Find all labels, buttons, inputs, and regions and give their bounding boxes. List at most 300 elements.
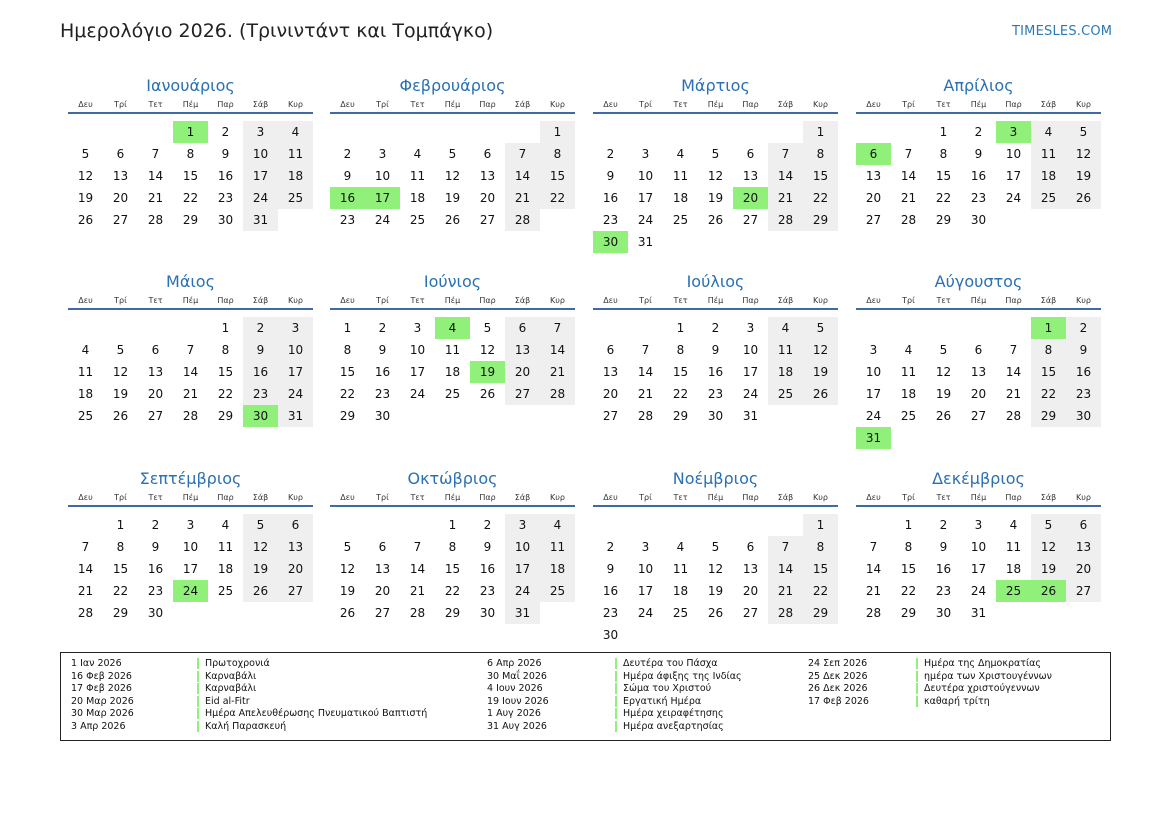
day-cell: 4 — [413, 147, 422, 161]
day-cell: 2 — [378, 321, 387, 335]
day-cell: 29 — [217, 409, 234, 423]
holiday-day: 1 — [1031, 317, 1066, 339]
day-cell: 16 — [1066, 361, 1101, 383]
day-cell: 23 — [602, 606, 619, 620]
day-cell: 16 — [374, 365, 391, 379]
day-cell: 26 — [339, 606, 356, 620]
legend-holiday-name: Ημέρα ανεξαρτησίας — [615, 721, 724, 732]
weekday-label: Κυρ — [1076, 296, 1091, 305]
day-cell: 26 — [935, 409, 952, 423]
day-cell: 1 — [803, 514, 838, 536]
day-cell: 28 — [900, 213, 917, 227]
day-cell: 29 — [339, 409, 356, 423]
day-cell: 28 — [540, 383, 575, 405]
legend-holiday-name: Καλή Παρασκευή — [197, 721, 286, 732]
weekday-label: Δευ — [78, 493, 93, 502]
weekday-label: Κυρ — [813, 296, 828, 305]
month-title: Ιούνιος — [423, 272, 482, 291]
day-cell: 20 — [742, 584, 759, 598]
day-cell: 30 — [707, 409, 724, 423]
day-cell: 18 — [409, 191, 426, 205]
day-cell: 6 — [746, 540, 755, 554]
day-cell: 23 — [339, 213, 356, 227]
day-cell: 1 — [343, 321, 352, 335]
day-cell: 21 — [865, 584, 882, 598]
day-cell: 4 — [221, 518, 230, 532]
day-cell: 29 — [444, 606, 461, 620]
day-cell: 28 — [1005, 409, 1022, 423]
day-cell: 8 — [186, 147, 195, 161]
day-cell: 17 — [970, 562, 987, 576]
day-cell: 25 — [77, 409, 94, 423]
day-cell: 12 — [707, 169, 724, 183]
day-cell: 12 — [803, 339, 838, 361]
day-cell: 14 — [505, 165, 540, 187]
day-cell: 26 — [707, 213, 724, 227]
day-cell: 28 — [768, 209, 803, 231]
day-cell: 19 — [803, 361, 838, 383]
day-cell: 21 — [768, 580, 803, 602]
day-cell: 7 — [1009, 343, 1018, 357]
day-cell: 28 — [865, 606, 882, 620]
weekday-label: Σάβ — [514, 296, 531, 305]
month-title: Ιούλιος — [686, 272, 745, 291]
weekday-label: Παρ — [479, 100, 496, 109]
day-cell: 13 — [602, 365, 619, 379]
day-cell: 9 — [711, 343, 720, 357]
day-cell: 19 — [707, 191, 724, 205]
day-cell: 5 — [711, 147, 720, 161]
day-cell: 6 — [151, 343, 160, 357]
day-cell: 2 — [974, 125, 983, 139]
day-cell: 25 — [1031, 187, 1066, 209]
day-cell: 26 — [1066, 187, 1101, 209]
day-cell: 26 — [112, 409, 129, 423]
legend-date: 20 Μαρ 2026 — [71, 695, 134, 707]
day-cell: 20 — [970, 387, 987, 401]
day-cell: 15 — [217, 365, 234, 379]
weekday-label: Δευ — [340, 296, 355, 305]
day-cell: 4 — [278, 121, 313, 143]
day-cell: 21 — [182, 387, 199, 401]
day-cell: 19 — [707, 584, 724, 598]
day-cell: 18 — [672, 191, 689, 205]
day-cell: 18 — [768, 361, 803, 383]
weekday-label: Σάβ — [514, 100, 531, 109]
day-cell: 12 — [77, 169, 94, 183]
legend-date: 25 Δεκ 2026 — [808, 670, 868, 682]
day-cell: 21 — [540, 361, 575, 383]
day-cell: 8 — [1031, 339, 1066, 361]
day-cell: 28 — [505, 209, 540, 231]
day-cell: 8 — [448, 540, 457, 554]
day-cell: 16 — [147, 562, 164, 576]
day-cell: 10 — [374, 169, 391, 183]
legend-holiday-name: Ημέρα Απελευθέρωσης Πνευματικού Βαπτιστή — [197, 708, 427, 719]
header-rule — [856, 112, 1101, 114]
day-cell: 14 — [540, 339, 575, 361]
day-cell: 22 — [217, 387, 234, 401]
day-cell: 1 — [448, 518, 457, 532]
day-cell: 29 — [1031, 405, 1066, 427]
day-cell: 11 — [217, 540, 234, 554]
day-cell: 11 — [540, 536, 575, 558]
legend-holiday-name: Ημέρα της Δημοκρατίας — [916, 658, 1041, 669]
day-cell: 4 — [768, 317, 803, 339]
day-cell: 21 — [900, 191, 917, 205]
day-cell: 23 — [147, 584, 164, 598]
month-title: Σεπτέμβριος — [139, 469, 242, 488]
day-cell: 15 — [672, 365, 689, 379]
day-cell: 3 — [974, 518, 983, 532]
weekday-label: Παρ — [217, 100, 234, 109]
day-cell: 9 — [606, 562, 615, 576]
weekday-label: Δευ — [603, 296, 618, 305]
day-cell: 22 — [339, 387, 356, 401]
weekday-label: Τρί — [376, 296, 389, 305]
day-cell: 2 — [939, 518, 948, 532]
day-cell: 18 — [77, 387, 94, 401]
weekday-label: Δευ — [340, 100, 355, 109]
legend-date: 17 Φεβ 2026 — [71, 683, 132, 695]
day-cell: 26 — [77, 213, 94, 227]
day-cell: 2 — [243, 317, 278, 339]
day-cell: 29 — [182, 213, 199, 227]
weekday-label: Σάβ — [777, 296, 794, 305]
header-rule — [856, 505, 1101, 507]
day-cell: 26 — [444, 213, 461, 227]
day-cell: 25 — [409, 213, 426, 227]
day-cell: 31 — [278, 405, 313, 427]
legend-date: 1 Αυγ 2026 — [487, 708, 541, 720]
day-cell: 5 — [1031, 514, 1066, 536]
day-cell: 15 — [1031, 361, 1066, 383]
weekday-label: Κυρ — [288, 296, 303, 305]
weekday-label: Πέμ — [970, 296, 987, 305]
day-cell: 20 — [479, 191, 496, 205]
day-cell: 3 — [243, 121, 278, 143]
holiday-day: 17 — [365, 187, 400, 209]
day-cell: 12 — [935, 365, 952, 379]
weekday-label: Σάβ — [514, 493, 531, 502]
day-cell: 21 — [505, 187, 540, 209]
weekday-label: Κυρ — [288, 493, 303, 502]
holiday-day: 1 — [173, 121, 208, 143]
day-cell: 14 — [1005, 365, 1022, 379]
day-cell: 19 — [444, 191, 461, 205]
day-cell: 18 — [900, 387, 917, 401]
day-cell: 18 — [672, 584, 689, 598]
day-cell: 26 — [479, 387, 496, 401]
day-cell: 25 — [278, 187, 313, 209]
weekday-label: Σάβ — [252, 493, 269, 502]
day-cell: 9 — [343, 169, 352, 183]
day-cell: 29 — [803, 602, 838, 624]
day-cell: 14 — [768, 165, 803, 187]
legend-date: 30 Μαρ 2026 — [71, 708, 134, 720]
day-cell: 21 — [77, 584, 94, 598]
weekday-label: Τρί — [639, 296, 652, 305]
weekday-label: Παρ — [742, 493, 759, 502]
day-cell: 22 — [182, 191, 199, 205]
holiday-day: 26 — [1031, 580, 1066, 602]
day-cell: 14 — [182, 365, 199, 379]
day-cell: 27 — [505, 383, 540, 405]
day-cell: 9 — [483, 540, 492, 554]
weekday-label: Δευ — [340, 493, 355, 502]
day-cell: 10 — [409, 343, 426, 357]
day-cell: 8 — [221, 343, 230, 357]
day-cell: 22 — [1031, 383, 1066, 405]
weekday-label: Κυρ — [1076, 100, 1091, 109]
day-cell: 10 — [243, 143, 278, 165]
weekday-label: Τετ — [936, 100, 951, 109]
day-cell: 23 — [970, 191, 987, 205]
legend-holiday-name: Δευτέρα χριστούγεννων — [916, 683, 1040, 694]
month-title: Οκτώβριος — [407, 469, 498, 488]
holiday-day: 19 — [470, 361, 505, 383]
day-cell: 26 — [707, 606, 724, 620]
header-rule — [68, 308, 313, 310]
day-cell: 12 — [479, 343, 496, 357]
weekday-label: Πέμ — [444, 296, 461, 305]
weekday-label: Τετ — [148, 100, 163, 109]
weekday-label: Τετ — [148, 296, 163, 305]
day-cell: 27 — [742, 213, 759, 227]
day-cell: 15 — [935, 169, 952, 183]
day-cell: 25 — [672, 606, 689, 620]
day-cell: 23 — [935, 584, 952, 598]
day-cell: 17 — [409, 365, 426, 379]
month-title: Αύγουστος — [934, 272, 1023, 291]
day-cell: 13 — [970, 365, 987, 379]
day-cell: 31 — [970, 606, 987, 620]
day-cell: 22 — [540, 187, 575, 209]
legend-holiday-name: Εργατική Ημέρα — [615, 696, 701, 707]
day-cell: 27 — [479, 213, 496, 227]
month-title: Μάιος — [166, 272, 215, 291]
day-cell: 14 — [637, 365, 654, 379]
day-cell: 12 — [1031, 536, 1066, 558]
day-cell: 30 — [1066, 405, 1101, 427]
day-cell: 24 — [505, 580, 540, 602]
site-link[interactable]: TIMESLES.COM — [1012, 24, 1113, 39]
day-cell: 30 — [602, 628, 619, 642]
day-cell: 15 — [444, 562, 461, 576]
day-cell: 19 — [112, 387, 129, 401]
day-cell: 28 — [409, 606, 426, 620]
day-cell: 16 — [602, 584, 619, 598]
day-cell: 13 — [374, 562, 391, 576]
day-cell: 19 — [77, 191, 94, 205]
day-cell: 16 — [217, 169, 234, 183]
day-cell: 14 — [77, 562, 94, 576]
day-cell: 8 — [904, 540, 913, 554]
day-cell: 10 — [865, 365, 882, 379]
day-cell: 5 — [1066, 121, 1101, 143]
day-cell: 29 — [935, 213, 952, 227]
month-title: Ιανουάριος — [146, 76, 235, 95]
legend-date: 30 Μαΐ 2026 — [487, 670, 547, 682]
holiday-day: 31 — [856, 427, 891, 449]
legend-holiday-name: Καρναβάλι — [197, 683, 256, 694]
month-title: Δεκέμβριος — [932, 469, 1025, 488]
weekday-label: Πέμ — [444, 100, 461, 109]
day-cell: 3 — [505, 514, 540, 536]
weekday-label: Κυρ — [813, 100, 828, 109]
legend-date: 6 Απρ 2026 — [487, 658, 542, 669]
day-cell: 9 — [606, 169, 615, 183]
day-cell: 1 — [939, 125, 948, 139]
day-cell: 1 — [676, 321, 685, 335]
day-cell: 7 — [869, 540, 878, 554]
weekday-label: Πέμ — [970, 100, 987, 109]
weekday-label: Τρί — [902, 296, 915, 305]
day-cell: 7 — [540, 317, 575, 339]
day-cell: 12 — [707, 562, 724, 576]
legend-holiday-name: Πρωτοχρονιά — [197, 658, 270, 669]
day-cell: 13 — [742, 169, 759, 183]
day-cell: 20 — [112, 191, 129, 205]
day-cell: 16 — [243, 361, 278, 383]
weekday-label: Πέμ — [707, 493, 724, 502]
day-cell: 23 — [217, 191, 234, 205]
day-cell: 5 — [711, 540, 720, 554]
day-cell: 28 — [637, 409, 654, 423]
weekday-label: Παρ — [1005, 296, 1022, 305]
day-cell: 27 — [147, 409, 164, 423]
day-cell: 8 — [540, 143, 575, 165]
day-cell: 7 — [505, 143, 540, 165]
day-cell: 8 — [343, 343, 352, 357]
day-cell: 30 — [479, 606, 496, 620]
day-cell: 25 — [672, 213, 689, 227]
day-cell: 19 — [1066, 165, 1101, 187]
day-cell: 30 — [970, 213, 987, 227]
day-cell: 9 — [221, 147, 230, 161]
day-cell: 15 — [339, 365, 356, 379]
day-cell: 22 — [803, 187, 838, 209]
day-cell: 9 — [1066, 339, 1101, 361]
day-cell: 3 — [746, 321, 755, 335]
day-cell: 27 — [602, 409, 619, 423]
holiday-legend — [60, 652, 1111, 741]
day-cell: 22 — [672, 387, 689, 401]
weekday-label: Παρ — [479, 296, 496, 305]
day-cell: 11 — [900, 365, 917, 379]
weekday-label: Τετ — [673, 296, 688, 305]
header-rule — [330, 505, 575, 507]
day-cell: 30 — [374, 409, 391, 423]
weekday-label: Δευ — [866, 493, 881, 502]
day-cell: 27 — [742, 606, 759, 620]
day-cell: 24 — [742, 387, 759, 401]
day-cell: 6 — [378, 540, 387, 554]
weekday-label: Παρ — [1005, 100, 1022, 109]
legend-date: 3 Απρ 2026 — [71, 721, 126, 732]
day-cell: 17 — [742, 365, 759, 379]
weekday-label: Σάβ — [1040, 296, 1057, 305]
day-cell: 1 — [221, 321, 230, 335]
weekday-label: Τετ — [410, 493, 425, 502]
weekday-label: Παρ — [1005, 493, 1022, 502]
day-cell: 17 — [278, 361, 313, 383]
day-cell: 23 — [479, 584, 496, 598]
day-cell: 10 — [1005, 147, 1022, 161]
day-cell: 24 — [374, 213, 391, 227]
legend-date: 19 Ιουν 2026 — [487, 695, 549, 707]
day-cell: 12 — [1066, 143, 1101, 165]
weekday-label: Σάβ — [777, 100, 794, 109]
day-cell: 29 — [672, 409, 689, 423]
weekday-label: Σάβ — [252, 296, 269, 305]
weekday-label: Σάβ — [1040, 493, 1057, 502]
day-cell: 18 — [217, 562, 234, 576]
header-rule — [330, 112, 575, 114]
legend-date: 1 Ιαν 2026 — [71, 658, 122, 669]
day-cell: 7 — [768, 536, 803, 558]
legend-holiday-name: ημέρα των Χριστουγέννων — [916, 671, 1052, 682]
day-cell: 14 — [409, 562, 426, 576]
header-rule — [68, 505, 313, 507]
weekday-label: Τρί — [639, 100, 652, 109]
day-cell: 7 — [904, 147, 913, 161]
legend-holiday-name: Δευτέρα του Πάσχα — [615, 658, 718, 669]
day-cell: 15 — [540, 165, 575, 187]
legend-date: 26 Δεκ 2026 — [808, 683, 868, 695]
day-cell: 22 — [900, 584, 917, 598]
day-cell: 10 — [278, 339, 313, 361]
day-cell: 27 — [865, 213, 882, 227]
day-cell: 6 — [606, 343, 615, 357]
header-rule — [593, 308, 838, 310]
day-cell: 11 — [768, 339, 803, 361]
day-cell: 11 — [77, 365, 94, 379]
day-cell: 11 — [1031, 143, 1066, 165]
day-cell: 18 — [278, 165, 313, 187]
month-title: Φεβρουάριος — [399, 76, 506, 95]
day-cell: 13 — [147, 365, 164, 379]
day-cell: 20 — [505, 361, 540, 383]
weekday-label: Τετ — [410, 100, 425, 109]
holiday-day: 25 — [996, 580, 1031, 602]
day-cell: 19 — [243, 558, 278, 580]
day-cell: 20 — [602, 387, 619, 401]
weekday-label: Τρί — [902, 100, 915, 109]
day-cell: 4 — [1031, 121, 1066, 143]
day-cell: 12 — [243, 536, 278, 558]
day-cell: 2 — [343, 147, 352, 161]
day-cell: 11 — [409, 169, 426, 183]
day-cell: 3 — [641, 540, 650, 554]
day-cell: 14 — [768, 558, 803, 580]
day-cell: 8 — [803, 143, 838, 165]
day-cell: 5 — [81, 147, 90, 161]
day-cell: 13 — [112, 169, 129, 183]
weekday-label: Δευ — [78, 296, 93, 305]
holiday-day: 3 — [996, 121, 1031, 143]
day-cell: 31 — [243, 209, 278, 231]
header-rule — [330, 308, 575, 310]
weekday-label: Τετ — [673, 493, 688, 502]
day-cell: 16 — [707, 365, 724, 379]
header-rule — [593, 505, 838, 507]
holiday-day: 20 — [733, 187, 768, 209]
day-cell: 4 — [676, 147, 685, 161]
day-cell: 18 — [1005, 562, 1022, 576]
day-cell: 10 — [742, 343, 759, 357]
day-cell: 17 — [637, 191, 654, 205]
